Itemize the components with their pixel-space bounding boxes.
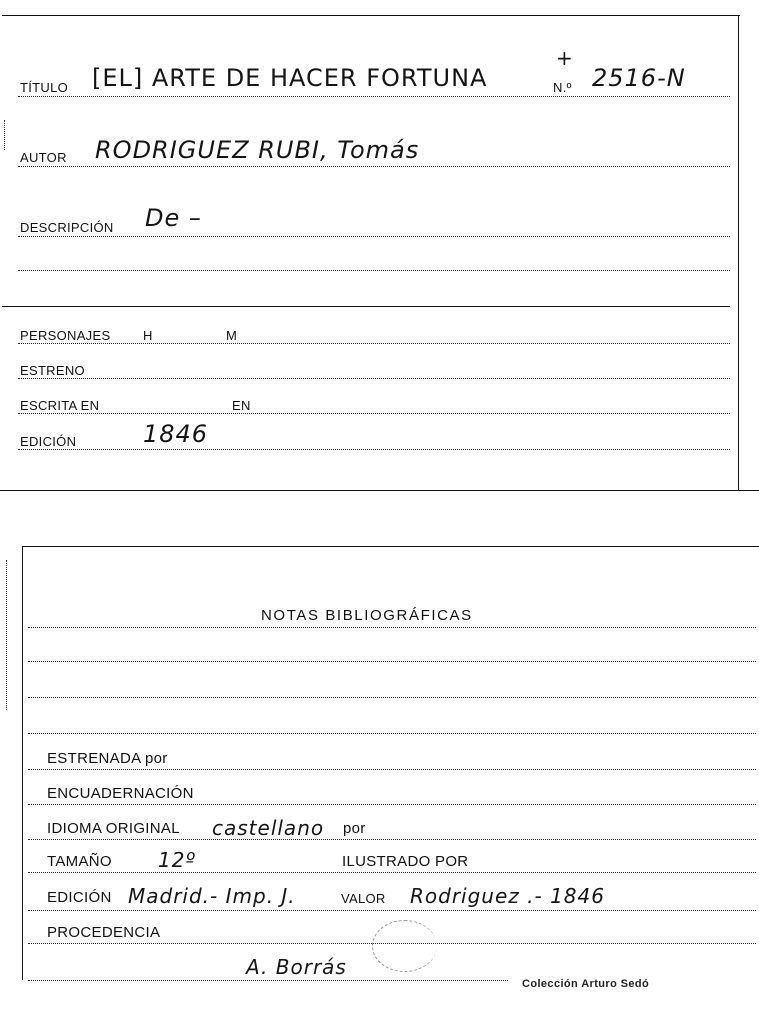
titulo-line [18,96,730,97]
card2-top-border [22,546,759,547]
descripcion-line [18,236,730,237]
estrenada-line [28,769,756,770]
encuadernacion-line [28,804,756,805]
cross-mark: + [556,46,574,70]
personajes-label: PERSONAJES [20,328,111,343]
descripcion-line-3 [2,306,730,307]
encuadernacion-label: ENCUADERNACIÓN [47,785,194,802]
procedencia-value: A. Borrás [246,955,347,979]
numero-value: 2516-N [592,64,686,92]
titulo-label: TÍTULO [20,80,69,95]
estreno-line [18,378,730,379]
edicion2-label: EDICIÓN [47,889,112,906]
m-label: M [226,328,238,343]
autor-line [18,166,730,167]
edicion-line [18,449,730,450]
notas-heading: NOTAS BIBLIOGRÁFICAS [261,607,473,624]
personajes-line [18,343,730,344]
idioma-label: IDIOMA ORIGINAL [47,820,180,837]
card2-scan-edge [6,560,7,710]
descripcion-value: De – [145,204,202,232]
card2-left-border [22,546,23,980]
idioma-line [28,839,756,840]
tamano-label: TAMAÑO [47,853,112,870]
notas-line-1 [28,627,756,628]
estreno-label: ESTRENO [20,363,85,378]
edicion-value: 1846 [143,420,209,448]
procedencia-line-2 [28,980,508,981]
valor-label: VALOR [341,891,386,906]
escrita-line [18,413,730,414]
en-label: EN [232,398,251,413]
edicion2-value-1: Madrid.- Imp. J. [128,884,296,908]
titulo-value: [EL] ARTE DE HACER FORTUNA [92,64,488,92]
descripcion-label: DESCRIPCIÓN [20,220,114,235]
card1-right-border [738,15,739,490]
h-label: H [143,328,153,343]
stamp-mark [372,920,437,972]
estrenada-label: ESTRENADA por [47,750,168,767]
idioma-por-label: por [343,820,366,837]
notas-line-3 [28,697,756,698]
procedencia-label: PROCEDENCIA [47,924,161,941]
descripcion-line-2 [18,270,730,271]
card1-bottom-border [0,490,759,491]
card1-left-edge [4,120,5,150]
collection-credit: Colección Arturo Sedó [522,978,650,990]
edicion2-line [28,910,756,911]
edicion-label: EDICIÓN [20,434,77,449]
notas-line-4 [28,733,756,734]
notas-line-2 [28,661,756,662]
edicion2-value-2: Rodriguez .- 1846 [410,884,605,908]
tamano-line [28,872,756,873]
ilustrado-label: ILUSTRADO POR [342,853,469,870]
escrita-label: ESCRITA EN [20,398,100,413]
numero-label: N.º [553,80,572,95]
card1-top-border [2,15,740,16]
tamano-value: 12º [158,848,196,872]
autor-label: AUTOR [20,150,67,165]
idioma-value: castellano [212,816,325,840]
autor-value: RODRIGUEZ RUBI, Tomás [95,136,420,164]
